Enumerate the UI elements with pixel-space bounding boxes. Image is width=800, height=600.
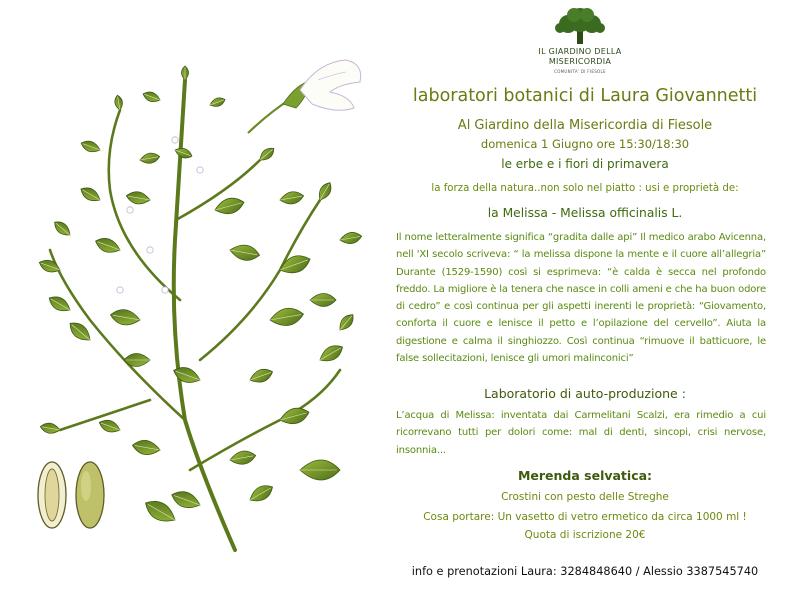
registration-fee: Quota di iscrizione 20€ [524,529,646,541]
plant-bud [117,287,123,293]
event-date: domenica 1 Giugno ore 15:30/18:30 [480,137,690,151]
garden-logo [520,6,640,74]
plant-leaf [78,184,103,205]
plant-leaf [300,460,340,480]
plant-leaf [213,195,246,217]
page-title: laboratori botanici di Laura Giovannetti [412,86,758,106]
plant-bud [162,287,168,293]
plant-leaf [39,422,60,435]
logo-name: IL GIARDINO DELLA MISERICORDIA [538,47,622,66]
oak-tree-icon [548,6,612,46]
event-topic: le erbe e i fiori di primavera [501,157,669,171]
snack-menu: Crostini con pesto delle Streghe [501,491,669,503]
plant-bud [127,207,133,213]
plant-leaf [93,235,122,256]
plant-leaf [279,190,305,206]
plant-leaf [269,306,305,329]
plant-bud [147,247,153,253]
plant-leaf [139,152,160,165]
plant-buds [117,137,203,293]
plant-leaf [131,438,161,457]
plant-bud [172,137,178,143]
plant-leaf [169,488,202,512]
contact-info: info e prenotazioni Laura: 3284848640 / Alessio 3387545740 [411,565,759,578]
plant-leaf [109,307,141,327]
plant-leaf [248,366,275,385]
plant-leaf [336,311,357,333]
plant-leaf [46,293,73,315]
plant-leaf [278,405,311,427]
snack-heading: Merenda selvatica: [517,468,653,483]
plant-leaf [97,417,121,435]
what-to-bring: Cosa portare: Un vasetto di vetro ermetico da circa 1000 ml ! [423,511,747,523]
plant-leaf [79,138,101,154]
plant-stem [50,250,185,420]
plant-leaf [229,449,257,466]
plant-leaf [310,294,336,307]
plant-leaf [317,341,346,365]
plant-leaf [66,318,94,345]
plant-stem [200,200,320,360]
plant-leaf [142,90,162,105]
history-paragraph: Il nome letteralmente significa “gradita dalle api” Il medico arabo Avicenna, nell 'XI secolo scriveva: “ la melissa dispone la mente e il cuore all’allegria” Durante (1529-1590) così si esprimeva: “è calda è secca nel profondo freddo. La migliore è la tenera che nasce in colli ameni e che ha buon odore di cedro” e così continua per gli aspetti inerenti le proprietà: “Giovamento, conforta il cuore e lenisce il petto e l’opilazione del cervello”. Aiuta la digestione e calma il singhiozzo. Così continua “rimuove il batticuore, le false sollecitazioni, lenisce gli umori malinconici” [396,232,766,365]
plant-subject-heading: la Melissa - Melissa officinalis L. [487,206,683,220]
lab-heading: Laboratorio di auto-produzione : [484,386,686,401]
plant-bud [197,167,203,173]
plant-leaf [182,66,189,80]
seed-illustration [38,462,104,528]
plant-leaf [209,96,227,109]
event-intro: la forza della natura..non solo nel piatto : usi e proprietà de: [431,183,739,194]
event-location: Al Giardino della Misericordia di Fiesole [457,118,713,133]
logo-subtitle: COMUNITA' DI FIESOLE [554,69,606,74]
plant-leaf [247,481,276,505]
plant-leaf [125,190,151,206]
flower-illustration [248,60,361,133]
plant-leaf [51,218,73,239]
plant-leaves [37,66,362,527]
plant-leaf [339,231,363,246]
plant-stem [109,110,180,300]
plant-leaf [229,243,261,263]
plant-leaf [114,95,124,111]
lab-paragraph: L’acqua di Melissa: inventata dai Carmelitani Scalzi, era rimedio a cui ricorrevano tutti per dolori come: mal di denti, sincopi, crisi nervose, insonnia... [396,410,766,456]
plant-stem [190,370,340,470]
plant-leaf [141,496,179,528]
plant-leaf [316,180,335,202]
plant-leaf [173,146,193,161]
